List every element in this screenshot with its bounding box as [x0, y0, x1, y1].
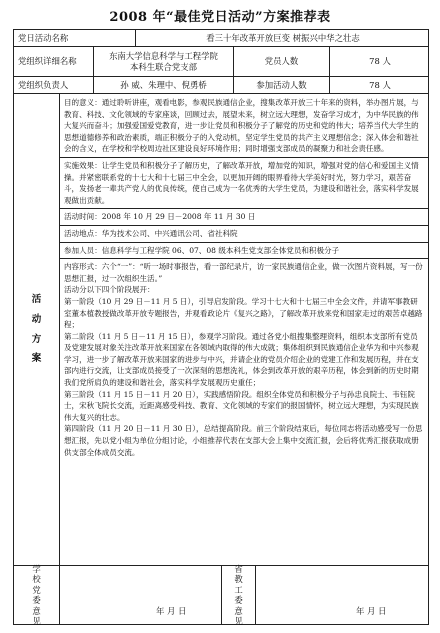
effect-text: 实施效果：让学生党员和积极分子了解历史，了解改革开放，增加党的知识，增强对党的信心和爱国主义情操。并紧密联系党的十七大和十七届三中全会，以更加开阔的眼界看待大学美好时光，努力学习，艰苦奋斗，发扬老一辈共产党人的优良传统，使自己成为一名优秀的大学生党员，为建设和谐社会，落实科学发展观做出贡献。	[64, 160, 419, 205]
scheme-label	[14, 94, 60, 565]
branch-value	[94, 47, 234, 76]
edu-opinion-box[interactable]	[256, 566, 430, 624]
school-opinion-label	[14, 563, 60, 626]
branch-value-line2: 本科生联合党支部	[130, 61, 197, 72]
scheme-label-char: 方	[31, 333, 42, 345]
significance-text: 目的意义：通过聆听讲座，观看电影，参观民族通信企业，搜集改革开放三十年来的资料，举办图片展，与教育、科技、文化领域的专家座谈，回顾过去，展望未来，树立远大理想，发奋学习成才，为中华民族的伟大复兴而奋斗；加强爱国爱党教育，进一步让党员和积极分子了解党的历史和党的伟大；培养当代大学生的思想道德修养和政治素质，端正积极分子的入党动机，坚定学生党员的共产主义理想信念；深入体会和谐社会的含义，在学校和学校周边社区建设良好环境作用；同时增强支部成员的凝聚力和社会责任感。	[64, 98, 419, 154]
form-text: 内容形式：六个“一”：“听一场时事报告，看一部纪录片，访一家民族通信企业，做一次图片资料展，写一份思想汇报，过一次组织生活。”	[64, 262, 423, 283]
divider	[60, 208, 428, 209]
participants-label: 参加活动人数	[234, 77, 330, 93]
scheme-content	[60, 94, 428, 565]
leader-label: 党组织负责人	[14, 77, 94, 93]
branch-label: 党组织详细名称	[14, 47, 94, 76]
divider	[60, 242, 428, 243]
phase-2-text: 第二阶段（11 月 5 日－11 月 15 日），参观学习阶段。通过各党小组搜集整理资料，组织本支部所有党员及党建发展对象关注改革开放来国家在各领域内取得的伟大成就；集体组织到民族通信企业华为和中兴参观学习，进一步了解改革开放来国家的进步与中兴，并请企业的党员介绍企业的党建工作和发展历程，并在支部内进行交流，让支部成员接受了一次深刻的思想洗礼，体会到改革开放的艰辛历程，体会到新的历史时期我们党所肩负的建设和谐社会，落实科学发展观历史重任；	[64, 331, 419, 388]
activity-name-value: 看三十年改革开放巨变 树振兴中华之壮志	[206, 32, 360, 43]
school-opinion-char: 见	[32, 616, 41, 626]
phase-3-text: 第三阶段（11 月 15 日－11 月 20 日），实践感悟阶段。组织全体党员和积极分子与孙忠良院士、韦钰院士，宋秋飞院长交流，近距离感受科技、教育、文化领域的专家们的报国情怀，树立远大理想，为实现民族伟大复兴的壮志。	[64, 389, 419, 422]
edu-opinion-date: 年 月 日	[356, 606, 387, 616]
participants-value: 78 人	[369, 79, 391, 90]
activity-name-label: 党日活动名称	[14, 30, 136, 46]
edu-opinion-label	[222, 563, 256, 626]
branch-row	[14, 47, 428, 77]
page-title: 2008 年“最佳党日活动”方案推荐表	[109, 10, 331, 25]
members-value: 78 人	[369, 56, 391, 67]
edu-opinion-char: 意	[234, 605, 243, 616]
school-opinion-chars	[32, 564, 40, 627]
leader-row	[14, 77, 428, 94]
branch-value-line1: 东南大学信息科学与工程学院	[109, 51, 218, 62]
divider	[60, 157, 428, 158]
divider	[60, 258, 428, 259]
opinion-row	[14, 563, 428, 626]
edu-opinion-char: 见	[234, 616, 243, 626]
school-opinion-char: 委	[32, 595, 41, 605]
school-opinion-char: 校	[32, 574, 41, 584]
school-opinion-char: 学	[32, 563, 41, 574]
edu-opinion-char: 省	[234, 563, 243, 574]
school-opinion-char: 党	[32, 584, 41, 595]
school-opinion-box[interactable]	[60, 566, 222, 624]
phases-intro: 活动分以下四个阶段展开：	[64, 285, 155, 295]
phase-4-text: 第四阶段（11 月 20 日－11 月 30 日），总结提高阶段。前三个阶段结束后，每位同志将活动感受写一份思想汇报，先以党小组为单位分组讨论，小组推荐代表在支部大会上集中交流汇报，会后将优秀汇报获取成册供支部全体成员交流。	[64, 424, 423, 457]
edu-opinion-char: 教	[234, 574, 243, 584]
recommendation-form	[13, 29, 429, 625]
people-text: 参加人员：信息科学与工程学院 06、07、08 级本科生党支部全体党员和积极分子	[64, 245, 340, 255]
scheme-label-char: 动	[31, 313, 42, 325]
members-label: 党员人数	[234, 47, 330, 76]
divider	[60, 225, 428, 226]
edu-opinion-char: 委	[234, 595, 243, 605]
edu-opinion-chars	[234, 564, 242, 627]
place-text: 活动地点：华为技术公司、中兴通讯公司、省社科院	[64, 228, 238, 238]
scheme-row	[14, 94, 428, 566]
scheme-label-chars	[32, 290, 42, 370]
edu-opinion-char: 工	[234, 584, 243, 595]
time-text: 活动时间：2008 年 10 月 29 日－2008 年 11 月 30 日	[64, 212, 256, 222]
school-opinion-date: 年 月 日	[156, 606, 187, 616]
scheme-label-char: 案	[31, 353, 42, 365]
activity-name-row	[14, 30, 428, 47]
scheme-label-char: 活	[31, 293, 42, 305]
leader-value: 孙 威、朱理中、倪勇桥	[94, 77, 234, 93]
school-opinion-char: 意	[32, 605, 41, 616]
phase-1-text: 第一阶段（10 月 29 日－11 月 5 日），引导启发阶段。学习十七大和十七届三中全会文件，并请军事教研室董本植教授做改革开放专题报告，并观看政论片《复兴之路》，了解改革开放来党和国家走过的艰苦卓越路程；	[64, 296, 423, 330]
